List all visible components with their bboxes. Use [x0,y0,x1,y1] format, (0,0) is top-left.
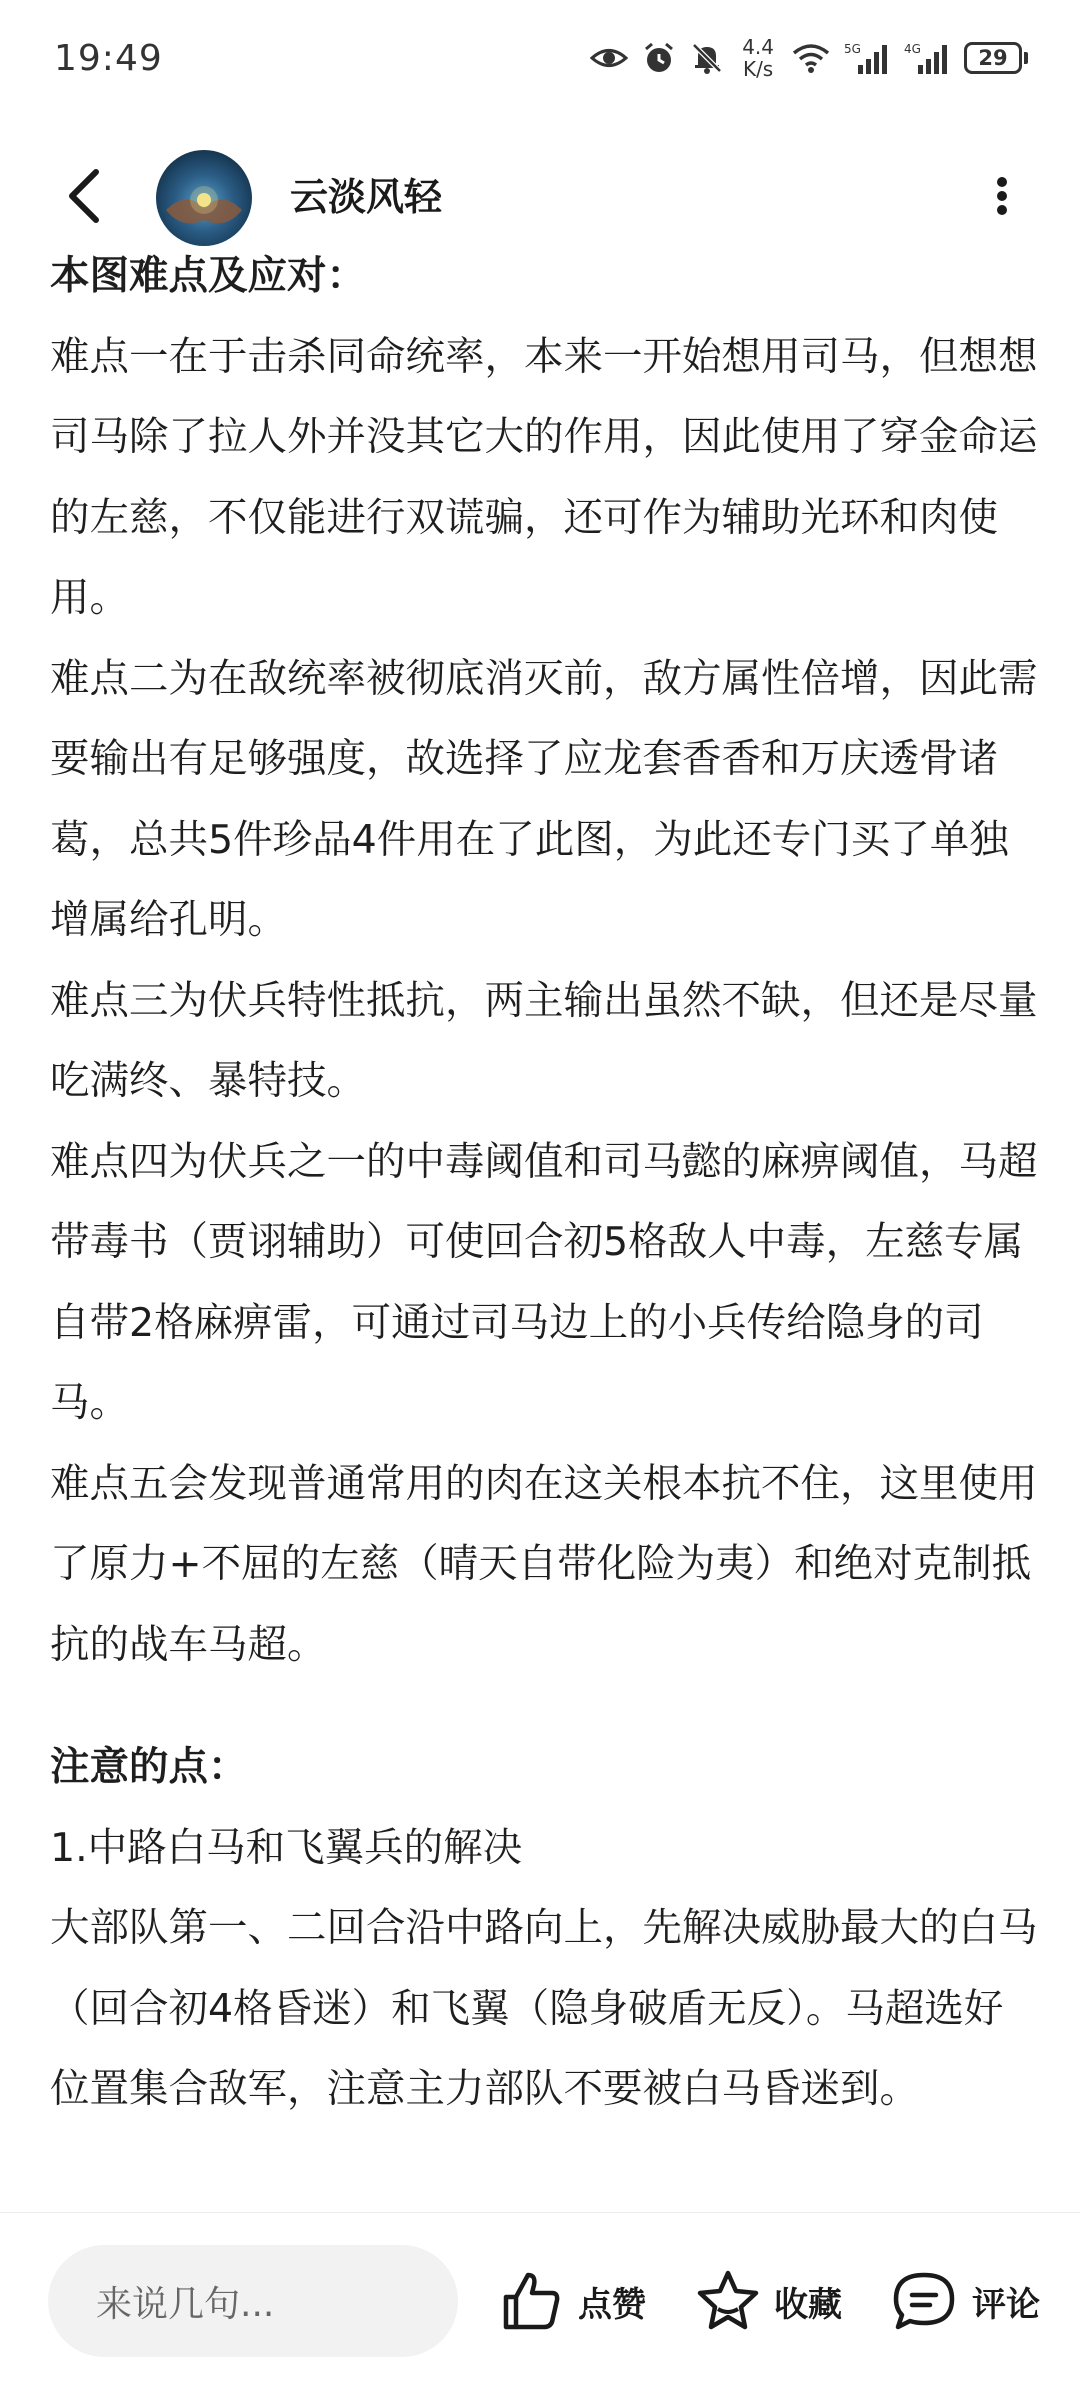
paragraph-difficulty-5: 难点五会发现普通常用的肉在这关根本抗不住，这里使用了原力+不屈的左慈（晴天自带化险为夷）和绝对克制抵抗的战车马超。 [50,1460,1038,1668]
more-vertical-icon [996,176,1008,216]
paragraph-difficulty-3: 难点三为伏兵特性抵抗，两主输出虽然不缺，但还是尽量吃满终、暴特技。 [50,977,1038,1104]
comment-input[interactable] [48,2245,458,2357]
battery-level: 29 [964,42,1022,74]
network-speed-value: 4.4 [742,35,774,59]
clock-time: 19:49 [54,37,163,79]
comment-placeholder: 来说几句... [96,2283,275,2325]
battery-icon [964,42,1028,74]
eye-icon [590,43,628,73]
avatar-image [156,150,252,246]
signal-1-label: 5G [844,42,861,56]
like-label: 点赞 [578,2284,646,2325]
mute-bell-icon [690,41,724,75]
chat-bubble-icon [890,2269,958,2333]
avatar[interactable] [156,150,252,246]
paragraph-difficulty-1: 难点一在于击杀同命统率，本来一开始想用司马，但想想司马除了拉人外并没其它大的作用，因此使用了穿金命运的左慈，不仅能进行双谎骗，还可作为辅助光环和肉使用。 [50,333,1038,621]
back-arrow-icon [66,168,102,224]
signal-icon [844,41,890,75]
thumbs-up-icon [500,2269,564,2333]
note-1-title: 1.中路白马和飞翼兵的解决 [50,1824,523,1871]
comment-button[interactable] [890,2261,1040,2341]
wifi-icon [792,43,830,73]
paragraph-difficulty-2: 难点二为在敌统率被彻底消灭前，敌方属性倍增，因此需要输出有足够强度，故选择了应龙套香香和万庆透骨诸葛，总共5件珍品4件用在了此图，为此还专门买了单独增属给孔明。 [50,655,1038,943]
section-title-difficulties: 本图难点及应对： [50,253,366,299]
network-speed-unit: K/s [742,57,774,81]
bottom-action-bar [0,2212,1080,2388]
alarm-icon [642,41,676,75]
comment-label: 评论 [972,2284,1040,2325]
more-options-button[interactable] [982,160,1022,232]
network-speed [742,36,774,80]
note-1-body: 大部队第一、二回合沿中路向上，先解决威胁最大的白马（回合初4格昏迷）和飞翼（隐身破盾无反）。马超选好位置集合敌军，注意主力部队不要被白马昏迷到。 [50,1905,1038,2112]
favorite-button[interactable] [696,2261,842,2341]
favorite-label: 收藏 [774,2284,842,2325]
status-icons [590,36,1028,80]
signal-icon-2 [904,41,950,75]
signal-2-label: 4G [904,42,921,56]
back-button[interactable] [54,160,114,232]
section-title-notes: 注意的点： [50,1744,248,1790]
article-body [50,236,1040,2130]
author-name[interactable]: 云淡风轻 [290,175,443,219]
like-button[interactable] [500,2261,646,2341]
status-bar [0,0,1080,116]
paragraph-difficulty-4: 难点四为伏兵之一的中毒阈值和司马懿的麻痹阈值，马超带毒书（贾诩辅助）可使回合初5格敌人中毒，左慈专属自带2格麻痹雷，可通过司马边上的小兵传给隐身的司马。 [50,1138,1038,1426]
star-icon [696,2269,760,2333]
